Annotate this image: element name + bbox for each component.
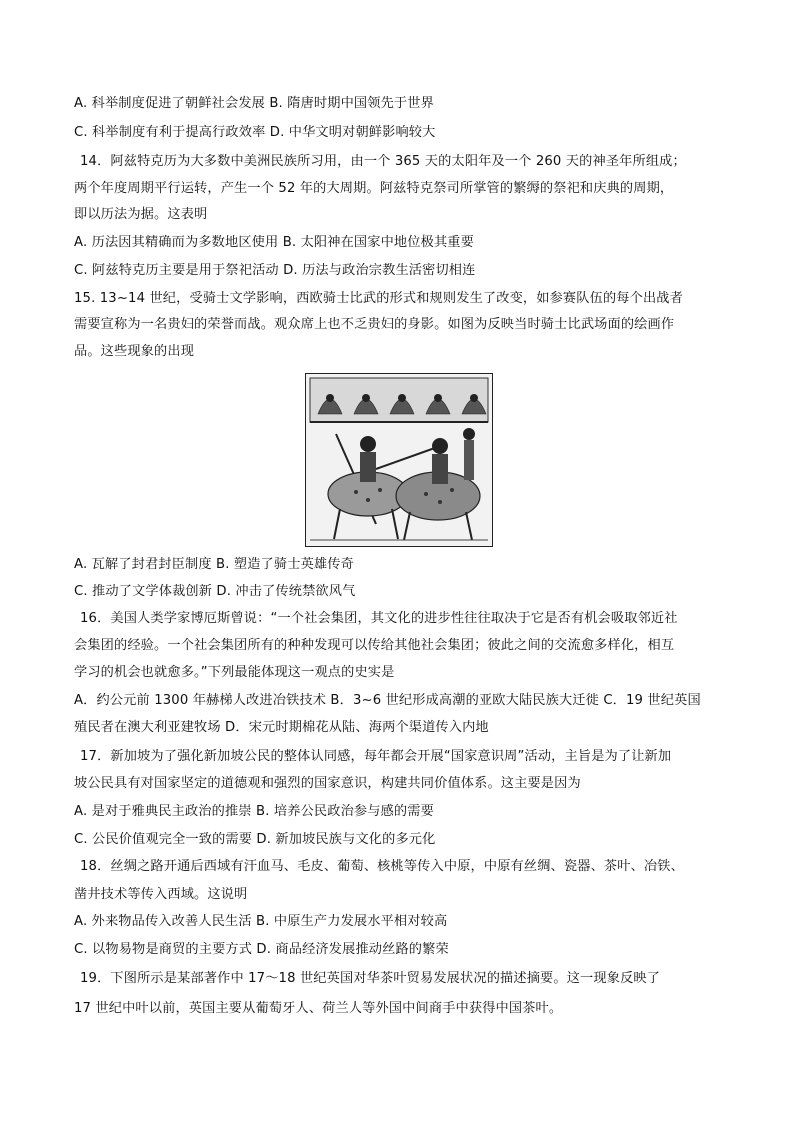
q15-stem-line-2: 需要宣称为一名贵妇的荣誉而战。观众席上也不乏贵妇的身影。如图为反映当时骑士比武场面的绘画作 bbox=[74, 317, 675, 332]
q14-option-ab: A. 历法因其精确而为多数地区使用 B. 太阳神在国家中地位极其重要 bbox=[74, 235, 474, 250]
q15-stem-line-1: 15. 13~14 世纪，受骑士文学影响，西欧骑士比武的形式和规则发生了改变，如参赛队伍的每个出战者 bbox=[74, 291, 683, 306]
q15-option-ab: A. 瓦解了封君封臣制度 B. 塑造了骑士英雄传奇 bbox=[74, 557, 354, 572]
q17-option-ab: A. 是对于雅典民主政治的推崇 B. 培养公民政治参与感的需要 bbox=[74, 804, 434, 819]
q18-stem-line-1: 18．丝绸之路开通后西域有汗血马、毛皮、葡萄、核桃等传入中原，中原有丝绸、瓷器、茶叶、冶铁、 bbox=[80, 859, 684, 874]
q14-stem-line-3: 即以历法为据。这表明 bbox=[74, 207, 208, 222]
q13-option-ab: A. 科举制度促进了朝鲜社会发展 B. 隋唐时期中国领先于世界 bbox=[74, 96, 434, 111]
q17-stem-line-1: 17．新加坡为了强化新加坡公民的整体认同感，每年都会开展“国家意识周”活动，主旨是为了让新加 bbox=[80, 749, 672, 764]
q18-option-ab: A. 外来物品传入改善人民生活 B. 中原生产力发展水平相对较高 bbox=[74, 914, 448, 929]
q15-stem-line-3: 品。这些现象的出现 bbox=[74, 344, 195, 359]
q18-stem-line-2: 凿井技术等传入西域。这说明 bbox=[74, 887, 248, 902]
q14-stem-line-2: 两个年度周期平行运转，产生一个 52 年的大周期。阿兹特克祭司所掌管的繁缛的祭祀和庆典的周期， bbox=[74, 181, 674, 196]
q14-stem-line-1: 14．阿兹特克历为大多数中美洲民族所习用，由一个 365 天的太阳年及一个 260 天的神圣年所组成； bbox=[80, 154, 686, 169]
q18-option-cd: C. 以物易物是商贸的主要方式 D. 商品经济发展推动丝路的繁荣 bbox=[74, 942, 449, 957]
q15-option-cd: C. 推动了文学体裁创新 D. 冲击了传统禁欲风气 bbox=[74, 584, 356, 599]
q16-options-line-2: 殖民者在澳大利亚建牧场 D．宋元时期棉花从陆、海两个渠道传入内地 bbox=[74, 720, 489, 735]
q16-stem-line-3: 学习的机会也就愈多。”下列最能体现这一观点的史实是 bbox=[74, 665, 395, 680]
q16-stem-line-2: 会集团的经验。一个社会集团所有的种种发现可以传给其他社会集团；彼此之间的交流愈多样化，相互 bbox=[74, 638, 675, 653]
knight-tournament-illustration bbox=[305, 373, 493, 547]
q19-stem-line-1: 19．下图所示是某部著作中 17～18 世纪英国对华茶叶贸易发展状况的描述摘要。这一现象反映了 bbox=[80, 971, 661, 986]
q14-option-cd: C. 阿兹特克历主要是用于祭祀活动 D. 历法与政治宗教生活密切相连 bbox=[74, 263, 476, 278]
q16-options-line-1: A．约公元前 1300 年赫梯人改进冶铁技术 B．3~6 世纪形成高潮的亚欧大陆民族大迁徙 C．19 世纪英国 bbox=[74, 693, 701, 708]
q16-stem-line-1: 16．美国人类学家博厄斯曾说：“一个社会集团，其文化的进步性往往取决于它是否有机会吸取邻近社 bbox=[80, 611, 678, 626]
q17-stem-line-2: 坡公民具有对国家坚定的道德观和强烈的国家意识，构建共同价值体系。这主要是因为 bbox=[74, 776, 581, 791]
q17-option-cd: C. 公民价值观完全一致的需要 D. 新加坡民族与文化的多元化 bbox=[74, 832, 436, 847]
q13-option-cd: C. 科举制度有利于提高行政效率 D. 中华文明对朝鲜影响较大 bbox=[74, 125, 436, 140]
q19-stem-line-2: 17 世纪中叶以前，英国主要从葡萄牙人、荷兰人等外国中间商手中获得中国茶叶。 bbox=[74, 1001, 563, 1016]
